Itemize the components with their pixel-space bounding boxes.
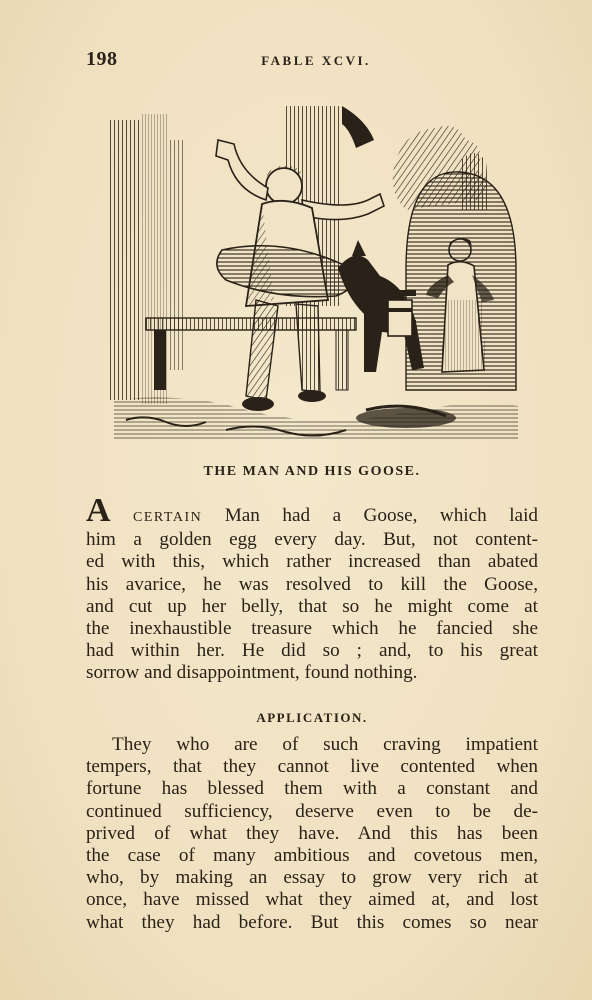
running-head: FABLE XCVI. — [261, 53, 371, 68]
drop-cap: A — [86, 492, 111, 529]
fable-title: THE MAN AND HIS GOOSE. — [203, 464, 421, 479]
application-line: what they had before. But this comes so near — [86, 911, 538, 933]
fable-line: his avarice, he was resolved to kill the Goose, — [86, 573, 538, 595]
application-line: the case of many ambitious and covetous men, — [86, 845, 538, 867]
fable-line: A CERTAIN Man had a Goose, which laid — [86, 492, 539, 529]
fable-line: ed with this, which rather increased than abated — [86, 551, 538, 573]
fable-line: him a golden egg every day. But, not content- — [86, 529, 538, 551]
fable-line: the inexhaustible treasure which he fancied she — [86, 618, 538, 640]
application-line: prived of what they have. And this has been — [86, 822, 538, 844]
application-line: tempers, that they cannot live contented when — [86, 756, 538, 778]
application-line: They who are of such craving impatient — [112, 734, 538, 755]
application-line: once, have missed what they aimed at, and lost — [86, 889, 538, 911]
page-header — [86, 48, 546, 74]
woodcut-man-with-goose-icon — [106, 100, 526, 448]
fable-text — [86, 492, 539, 685]
fable-line: sorrow and disappointment, found nothing. — [86, 662, 418, 684]
application-text — [86, 734, 538, 934]
lead-word: CERTAIN — [133, 510, 203, 525]
fable-line: and cut up her belly, that so he might come at — [86, 595, 538, 617]
application-line: fortune has blessed them with a constant and — [86, 778, 538, 800]
fable-line: had within her. He did so ; and, to his great — [86, 640, 538, 662]
page-number: 198 — [86, 48, 118, 70]
application-heading: APPLICATION. — [256, 710, 368, 725]
application-line: who, by making an essay to grow very rich at — [86, 867, 538, 889]
application-line: continued sufficiency, deserve even to be de- — [86, 800, 538, 822]
